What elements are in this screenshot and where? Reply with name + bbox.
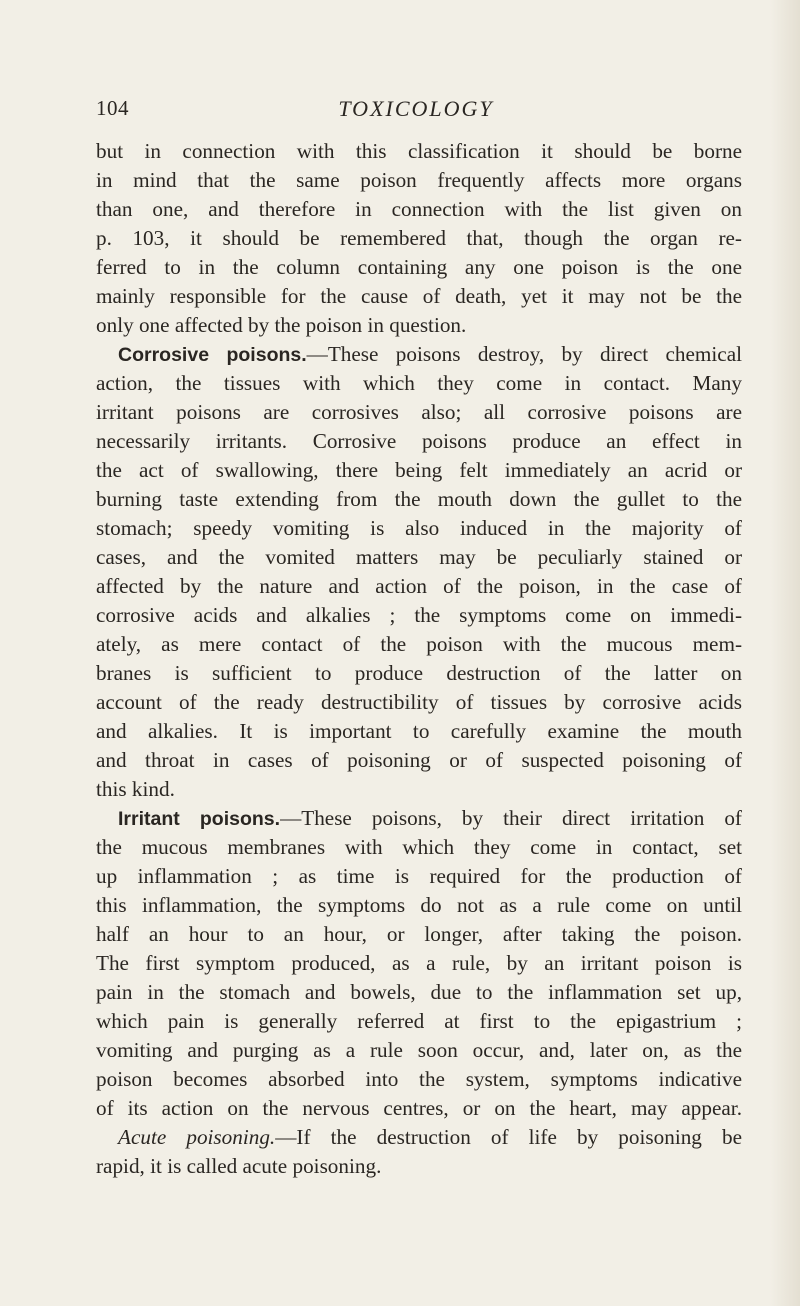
paragraph-corrosive-start xyxy=(96,340,742,369)
side-heading-irritant-poisons: Irritant poisons. xyxy=(118,808,281,830)
text-line: up inflammation ; as time is required for the production of xyxy=(96,864,742,888)
text-line: —If the destruction of life by poisoning be xyxy=(275,1125,743,1149)
text-line: than one, and therefore in connection with the list given on xyxy=(96,197,742,221)
text-line: but in connection with this classification it should be borne xyxy=(96,139,742,163)
text-line: this kind. xyxy=(96,777,175,801)
text-line: —These poisons, by their direct irritation of xyxy=(280,806,742,830)
text-line: necessarily irritants. Corrosive poisons produce an effect in xyxy=(96,429,742,453)
text-line: vomiting and purging as a rule soon occur, and, later on, as the xyxy=(96,1038,742,1062)
text-line: poison becomes absorbed into the system, symptoms indicative xyxy=(96,1067,742,1091)
text-line: action, the tissues with which they come in contact. Many xyxy=(96,371,742,395)
text-line: rapid, it is called acute poisoning. xyxy=(96,1154,382,1178)
side-heading-corrosive-poisons: Corrosive poisons. xyxy=(118,344,307,366)
side-heading-acute-poisoning: Acute poisoning. xyxy=(118,1125,276,1149)
text-line: mainly responsible for the cause of death, yet it may not be the xyxy=(96,284,742,308)
text-line: affected by the nature and action of the poison, in the case of xyxy=(96,574,742,598)
text-line: stomach; speedy vomiting is also induced in the majority of xyxy=(96,516,742,540)
text-line: p. 103, it should be remembered that, though the organ re- xyxy=(96,226,742,250)
text-line: and throat in cases of poisoning or of suspected poisoning of xyxy=(96,748,742,772)
text-line: in mind that the same poison frequently affects more organs xyxy=(96,168,742,192)
paragraph-acute-start xyxy=(96,1123,742,1152)
text-line: half an hour to an hour, or longer, after taking the poison. xyxy=(96,922,742,946)
text-line: corrosive acids and alkalies ; the symptoms come on immedi- xyxy=(96,603,742,627)
page-header xyxy=(96,96,736,126)
text-line: the act of swallowing, there being felt immediately an acrid or xyxy=(96,458,742,482)
text-line: ferred to in the column containing any one poison is the one xyxy=(96,255,742,279)
text-line: ately, as mere contact of the poison with the mucous mem- xyxy=(96,632,742,656)
text-line: irritant poisons are corrosives also; all corrosive poisons are xyxy=(96,400,742,424)
text-line: only one affected by the poison in question. xyxy=(96,313,467,337)
paragraph-irritant-start xyxy=(96,804,742,833)
text-line: the mucous membranes with which they come in contact, set xyxy=(96,835,742,859)
text-line: account of the ready destructibility of tissues by corrosive acids xyxy=(96,690,742,714)
body-text xyxy=(96,137,742,1181)
text-line: cases, and the vomited matters may be peculiarly stained or xyxy=(96,545,742,569)
running-title: TOXICOLOGY xyxy=(338,96,494,121)
text-line: pain in the stomach and bowels, due to the inflammation set up, xyxy=(96,980,742,1004)
text-line: —These poisons destroy, by direct chemical xyxy=(306,342,742,366)
page-number: 104 xyxy=(96,96,129,120)
text-line: this inflammation, the symptoms do not as a rule come on until xyxy=(96,893,742,917)
text-line: burning taste extending from the mouth down the gullet to the xyxy=(96,487,742,511)
page-edge-shadow xyxy=(770,0,800,1306)
text-line: and alkalies. It is important to carefully examine the mouth xyxy=(96,719,742,743)
text-line: branes is sufficient to produce destruction of the latter on xyxy=(96,661,742,685)
text-line: The first symptom produced, as a rule, by an irritant poison is xyxy=(96,951,742,975)
text-line: which pain is generally referred at first to the epigastrium ; xyxy=(96,1009,742,1033)
text-line: of its action on the nervous centres, or on the heart, may appear. xyxy=(96,1096,742,1120)
